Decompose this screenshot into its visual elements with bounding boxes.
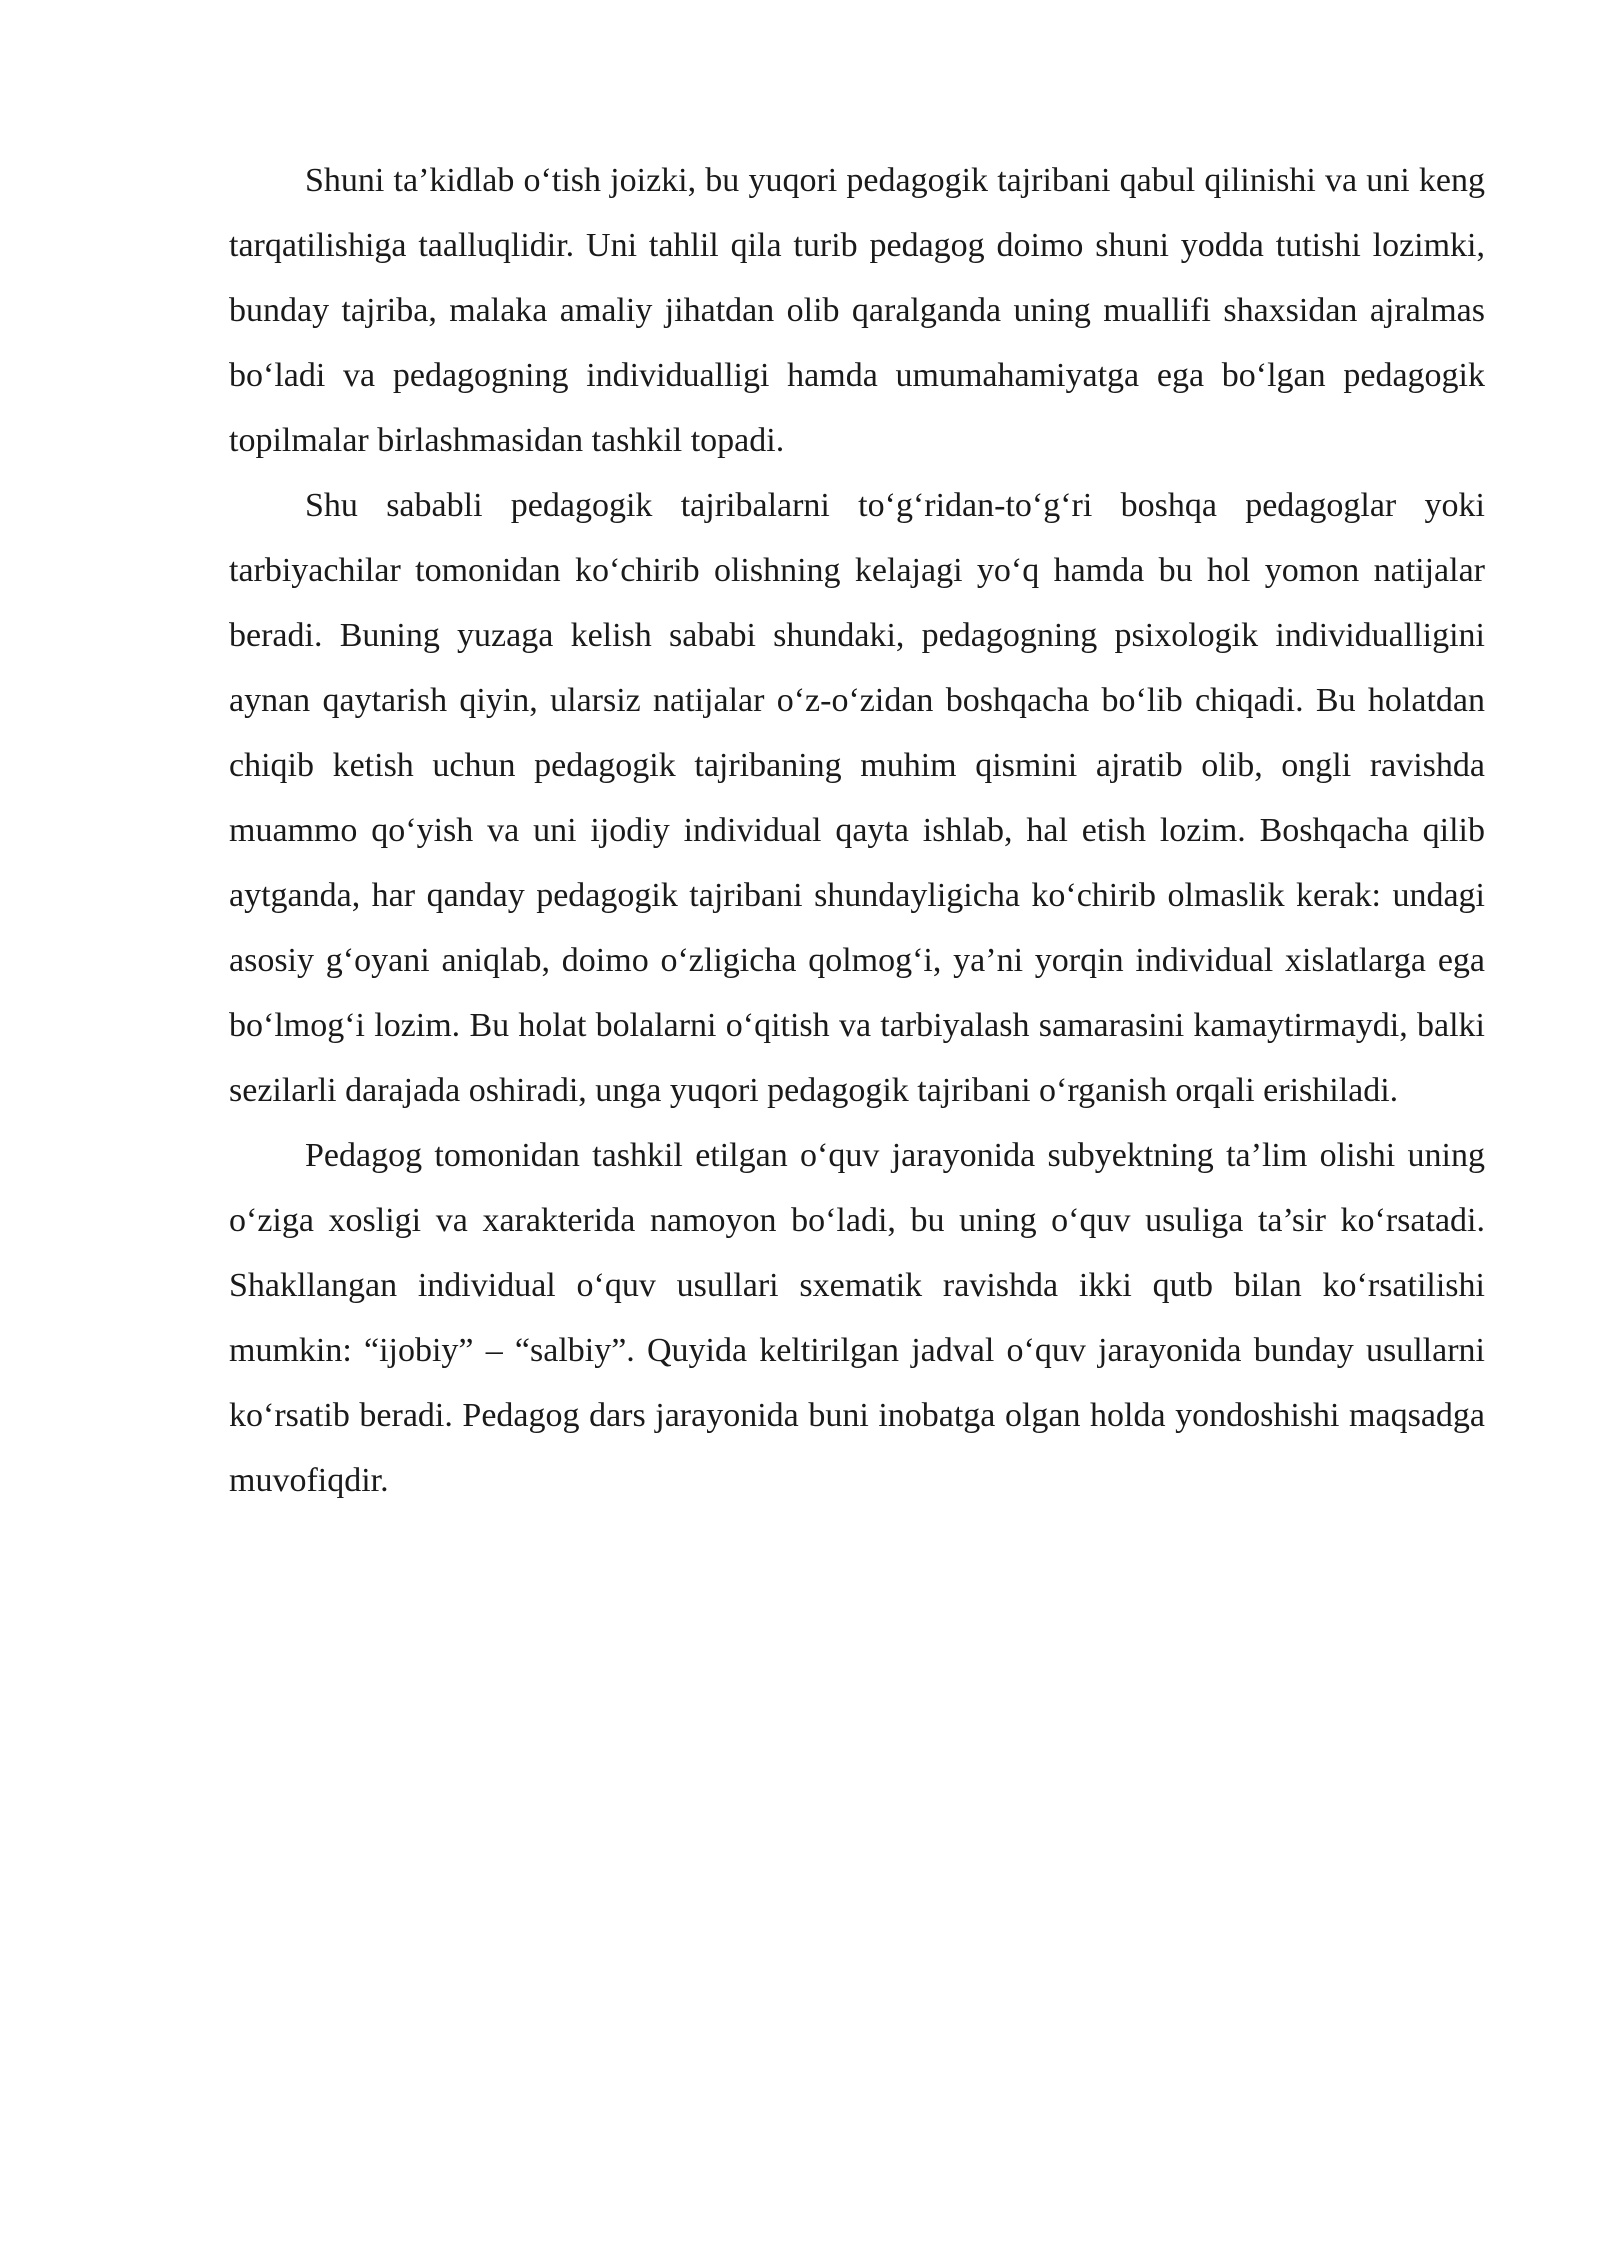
- body-text: [229, 148, 1485, 1513]
- paragraph-3: Pedagog tomonidan tashkil etilgan o‘quv jarayonida subyektning ta’lim olishi uning o‘ziga xosligi va xarakterida namoyon bo‘ladi, bu uning o‘quv usuliga ta’sir ko‘rsatadi. Shakllangan individual o‘quv usullari sxematik ravishda ikki qutb bilan ko‘rsatilishi mumkin: “ijobiy” – “salbiy”. Quyida keltirilgan jadval o‘quv jarayonida bunday usullarni ko‘rsatib beradi. Pedagog dars jarayonida buni inobatga olgan holda yondoshishi maqsadga muvofiqdir.: [229, 1137, 1485, 1499]
- paragraph-1: Shuni ta’kidlab o‘tish joizki, bu yuqori pedagogik tajribani qabul qilinishi va uni keng tarqatilishiga taalluqlidir. Uni tahlil qila turib pedagog doimo shuni yodda tutishi lozimki, bunday tajriba, malaka amaliy jihatdan olib qaralganda uning muallifi shaxsidan ajralmas bo‘ladi va pedagogning individualligi hamda umumahamiyatga ega bo‘lgan pedagogik topilmalar birlashmasidan tashkil topadi.: [229, 162, 1485, 459]
- paragraph-2: Shu sababli pedagogik tajribalarni to‘g‘ridan-to‘g‘ri boshqa pedagoglar yoki tarbiyachilar tomonidan ko‘chirib olishning kelajagi yo‘q hamda bu hol yomon natijalar beradi. Buning yuzaga kelish sababi shundaki, pedagogning psixologik individualligini aynan qaytarish qiyin, ularsiz natijalar o‘z-o‘zidan boshqacha bo‘lib chiqadi. Bu holatdan chiqib ketish uchun pedagogik tajribaning muhim qismini ajratib olib, ongli ravishda muammo qo‘yish va uni ijodiy individual qayta ishlab, hal etish lozim. Boshqacha qilib aytganda, har qanday pedagogik tajribani shundayligicha ko‘chirib olmaslik kerak: undagi asosiy g‘oyani aniqlab, doimo o‘zligicha qolmog‘i, ya’ni yorqin individual xislatlarga ega bo‘lmog‘i lozim. Bu holat bolalarni o‘qitish va tarbiyalash samarasini kamaytirmaydi, balki sezilarli darajada oshiradi, unga yuqori pedagogik tajribani o‘rganish orqali erishiladi.: [229, 487, 1485, 1109]
